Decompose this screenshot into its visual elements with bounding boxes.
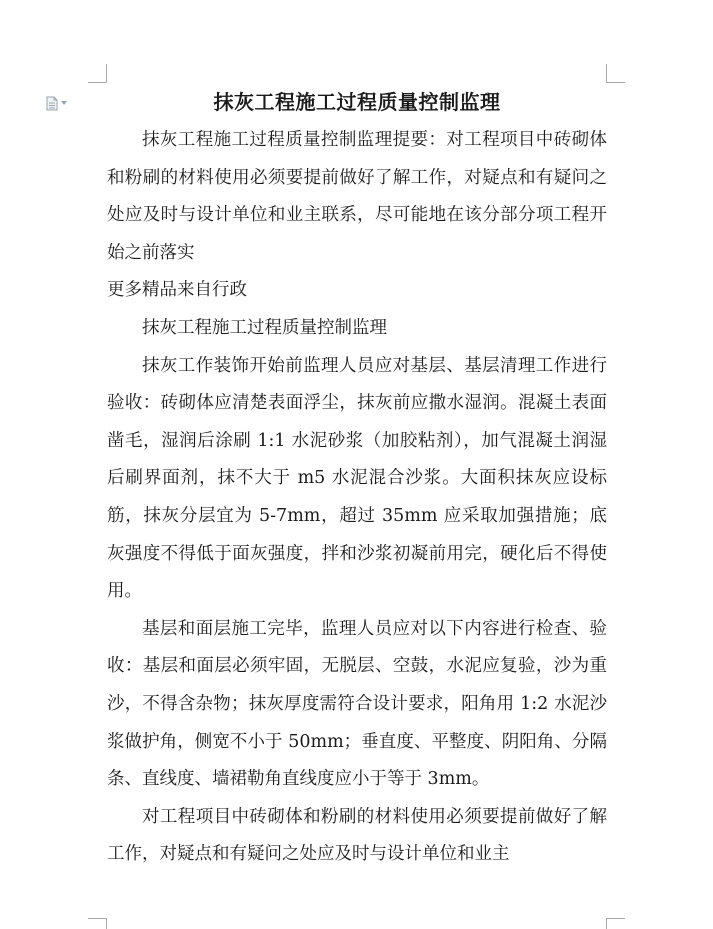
crop-mark-top-left (88, 64, 107, 83)
paragraph-materials: 对工程项目中砖砌体和粉刷的材料使用必须要提前做好了解工作，对疑点和有疑问之处应及时与设计单位和业主 (107, 806, 607, 865)
paragraph-subtitle: 抹灰工程施工过程质量控制监理 (142, 317, 387, 338)
paragraph-inspection: 基层和面层施工完毕，监理人员应对以下内容进行检查、验收：基层和面层必须牢固，无脱层、空鼓，水泥应复验，沙为重沙，不得含杂物；抹灰厚度需符合设计要求，阳角用 1:2 水泥沙浆做护角，侧宽不小于 50mm；垂直度、平整度、阴阳角、分隔条、直线度、墙裙勒角直线度应小于等于 3mm。 (107, 618, 607, 790)
crop-mark-top-right (606, 64, 625, 83)
document-body (107, 86, 607, 874)
paragraph-source-note: 更多精品来自行政 (107, 280, 247, 301)
document-icon (46, 96, 58, 111)
paragraph-summary: 抹灰工程施工过程质量控制监理提要：对工程项目中砖砌体和粉刷的材料使用必须要提前做好了解工作，对疑点和有疑问之处应及时与设计单位和业主联系，尽可能地在该分部分项工程开始之前落实 (107, 130, 607, 263)
chevron-down-icon (61, 101, 67, 105)
paragraph-preparation: 抹灰工作装饰开始前监理人员应对基层、基层清理工作进行验收：砖砌体应清楚表面浮尘，抹灰前应撒水湿润。混凝土表面凿毛，湿润后涂刷 1:1 水泥砂浆（加胶粘剂），加气混凝土润湿后刷界面剂，抹不大于 m5 水泥混合沙浆。大面积抹灰应设标筋，抹灰分层宜为 5-7mm，超过 35mm 应采取加强措施；底灰强度不得低于面灰强度，拌和沙浆初凝前用完，硬化后不得使用。 (107, 355, 607, 602)
crop-mark-bottom-right (606, 918, 625, 929)
document-title: 抹灰工程施工过程质量控制监理 (213, 90, 501, 114)
document-menu-button[interactable] (46, 95, 74, 111)
crop-mark-bottom-left (88, 918, 107, 929)
